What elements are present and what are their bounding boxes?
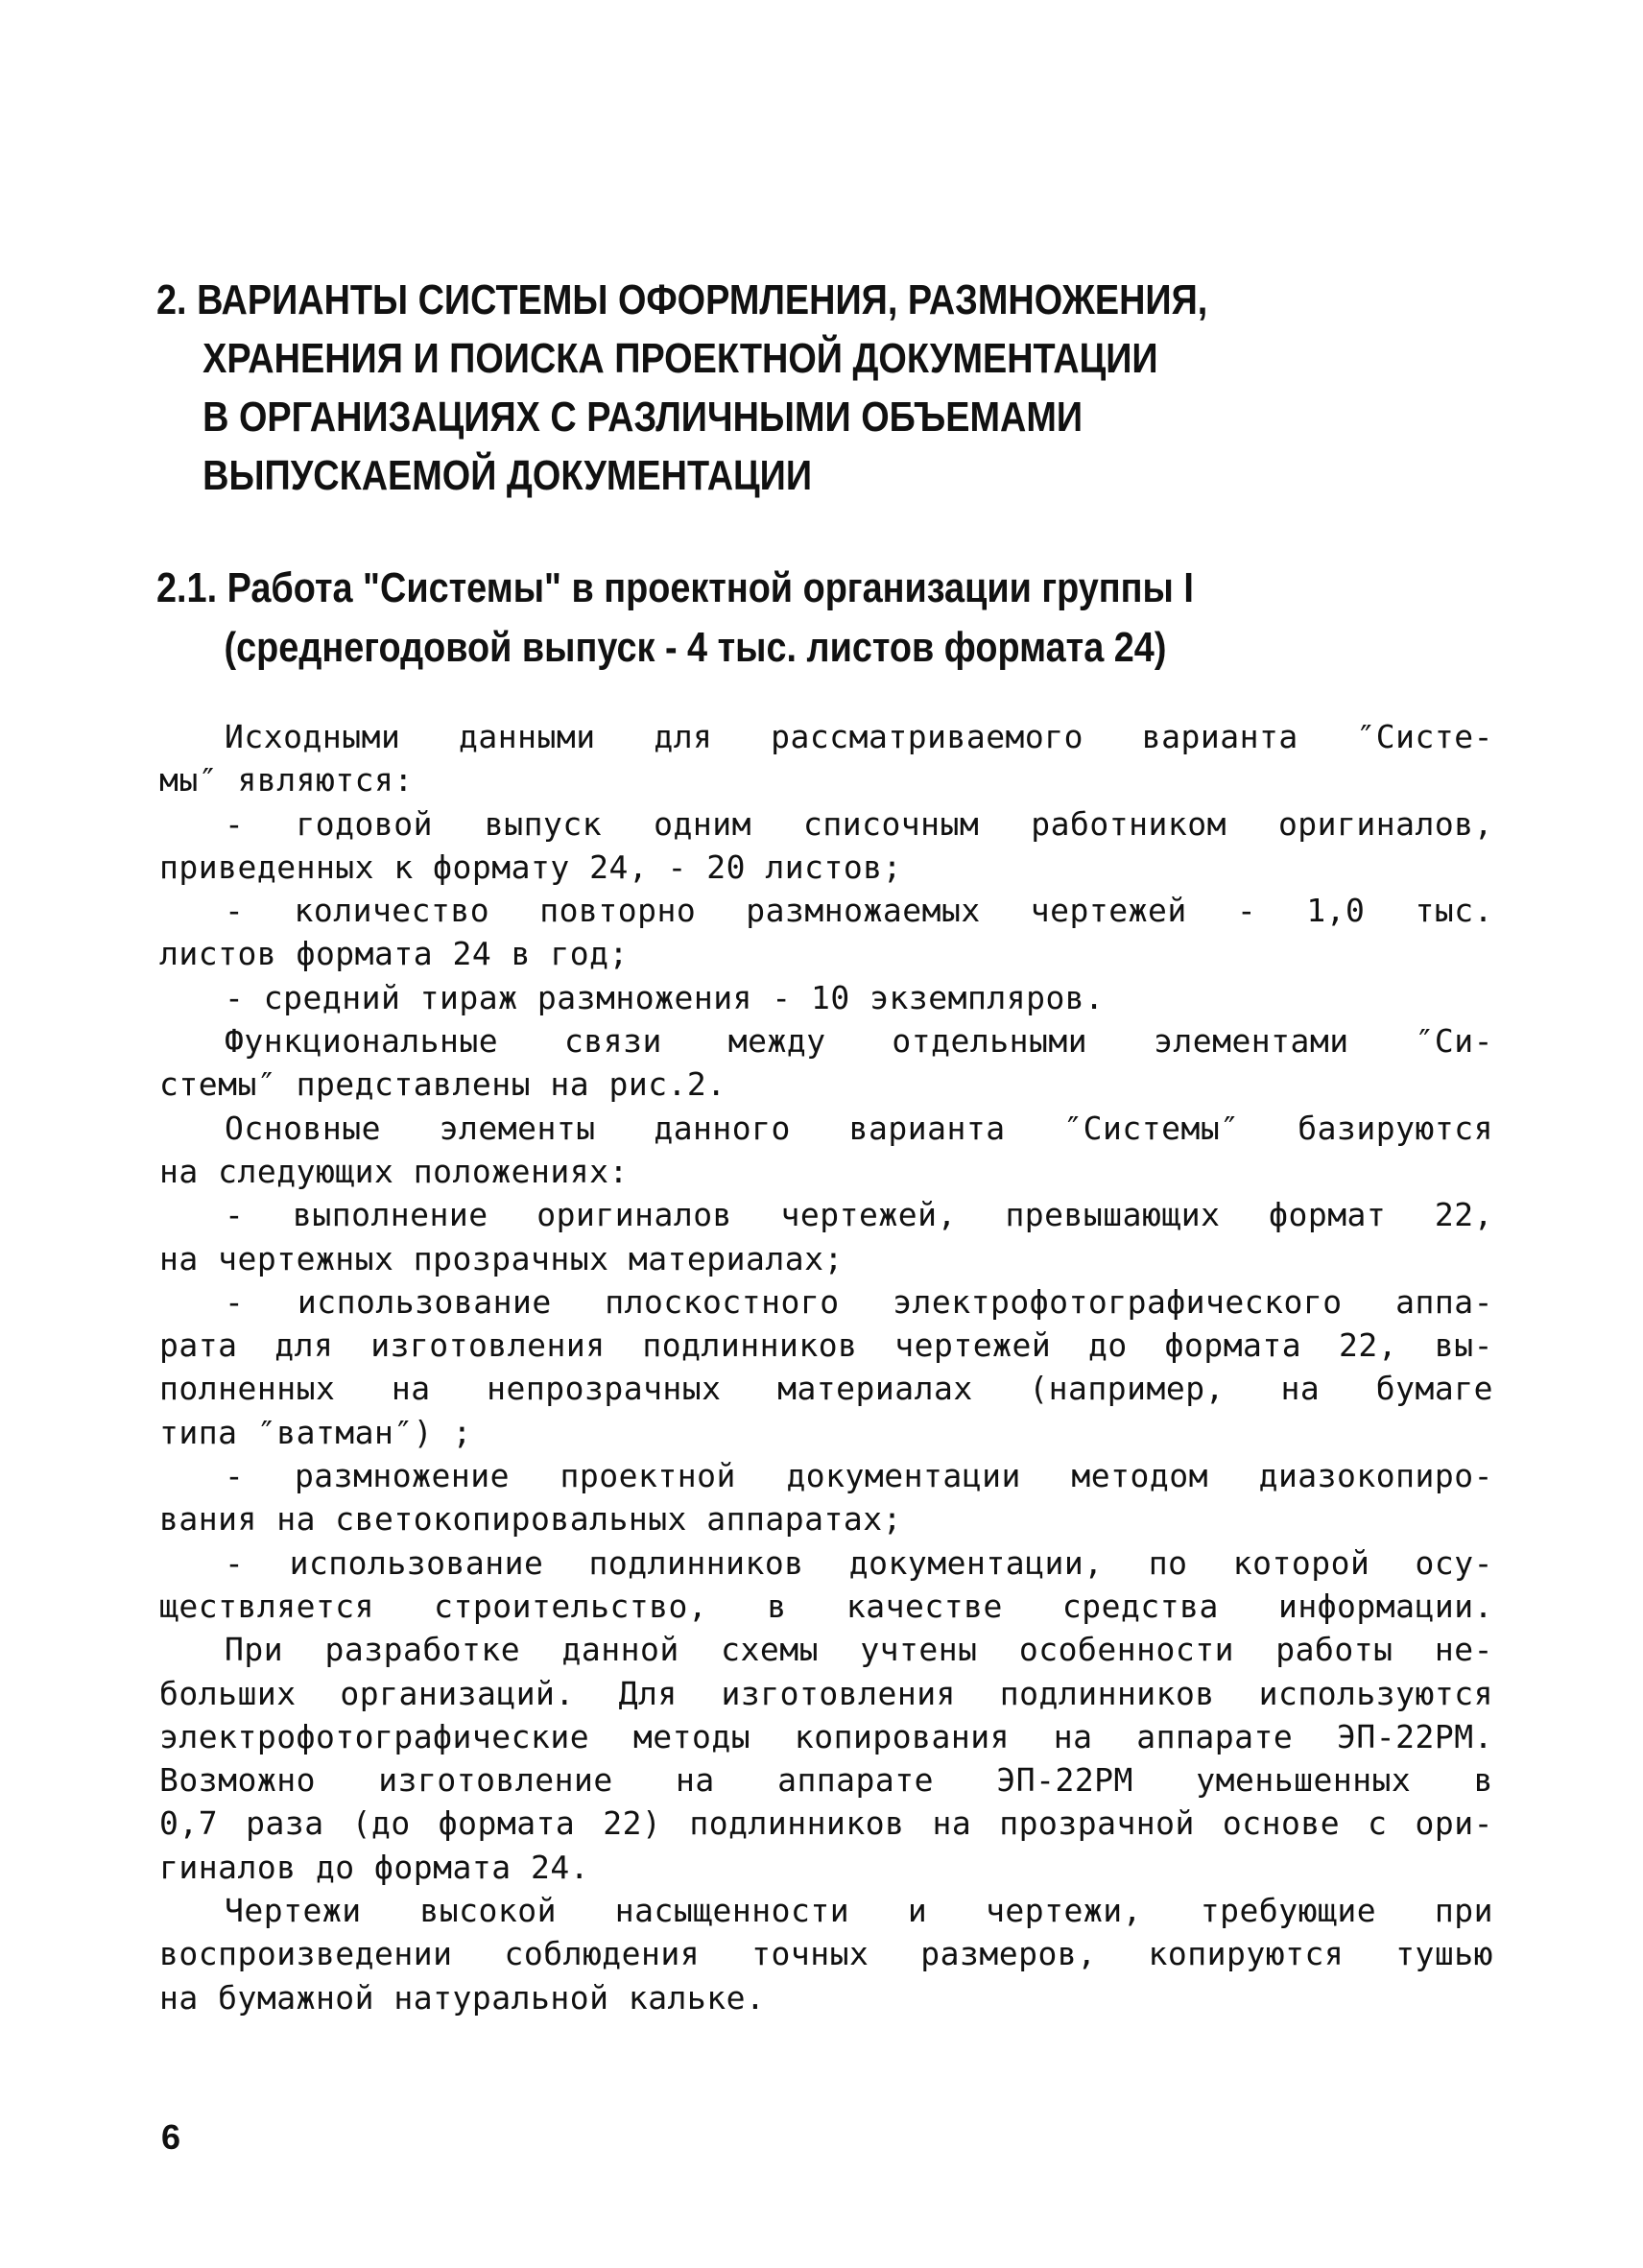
page-number: 6 bbox=[161, 2117, 181, 2157]
body-line: стемы″ представлены на рис.2. bbox=[159, 1065, 726, 1104]
body-line: листов формата 24 в год; bbox=[159, 935, 629, 973]
body-line: мы″ являются: bbox=[159, 761, 414, 800]
body-line: на бумажной натуральной кальке. bbox=[159, 1978, 766, 2017]
body-line: Функциональные связи между отдельными элементами ″Си- bbox=[225, 1022, 1493, 1061]
body-line: - использование плоскостного электрофотографического аппа- bbox=[225, 1282, 1493, 1321]
body-line: воспроизведении соблюдения точных размеров, копируются тушью bbox=[159, 1935, 1493, 1973]
section-heading bbox=[156, 271, 1312, 505]
body-line: Возможно изготовление на аппарате ЭП-22РМ уменьшенных в bbox=[159, 1761, 1493, 1800]
subsection-heading-line: 2.1. Работа "Системы" в проектной организации группы I bbox=[156, 564, 1194, 611]
body-text bbox=[159, 715, 1493, 2019]
body-line: на следующих положениях: bbox=[159, 1152, 629, 1190]
body-line: приведенных к формату 24, - 20 листов; bbox=[159, 848, 902, 886]
body-line: больших организаций. Для изготовления подлинников используются bbox=[159, 1674, 1493, 1712]
section-heading-line: ВЫПУСКАЕМОЙ ДОКУМЕНТАЦИИ bbox=[202, 452, 813, 499]
body-line: гиналов до формата 24. bbox=[159, 1848, 590, 1886]
body-line: - количество повторно размножаемых чертежей - 1,0 тыс. bbox=[225, 892, 1493, 930]
body-line: электрофотографические методы копирования на аппарате ЭП-22РМ. bbox=[159, 1717, 1493, 1755]
section-heading-line: 2. ВАРИАНТЫ СИСТЕМЫ ОФОРМЛЕНИЯ, РАЗМНОЖЕНИЯ, bbox=[156, 276, 1208, 323]
body-line: Основные элементы данного варианта ″Системы″ базируются bbox=[225, 1109, 1493, 1147]
body-line: Чертежи высокой насыщенности и чертежи, требующие при bbox=[225, 1892, 1493, 1930]
subsection-heading bbox=[156, 559, 1312, 678]
body-line: - выполнение оригиналов чертежей, превышающих формат 22, bbox=[225, 1196, 1493, 1234]
body-line: ществляется строительство, в качестве средства информации. bbox=[159, 1587, 1493, 1625]
body-line: 0,7 раза (до формата 22) подлинников на прозрачной основе с ори- bbox=[159, 1804, 1493, 1843]
body-line: Исходными данными для рассматриваемого варианта ″Систе- bbox=[225, 718, 1493, 755]
body-line: полненных на непрозрачных материалах (например, на бумаге bbox=[159, 1370, 1493, 1408]
body-line: рата для изготовления подлинников чертежей до формата 22, вы- bbox=[159, 1326, 1493, 1365]
body-line: на чертежных прозрачных материалах; bbox=[159, 1239, 844, 1277]
body-line: типа ″ватман″) ; bbox=[159, 1413, 472, 1451]
body-line: - годовой выпуск одним списочным работником оригиналов, bbox=[225, 804, 1493, 843]
subsection-heading-line: (среднегодовой выпуск - 4 тыс. листов формата 24) bbox=[224, 624, 1167, 671]
section-heading-line: В ОРГАНИЗАЦИЯХ С РАЗЛИЧНЫМИ ОБЪЕМАМИ bbox=[202, 394, 1083, 441]
section-heading-line: ХРАНЕНИЯ И ПОИСКА ПРОЕКТНОЙ ДОКУМЕНТАЦИИ bbox=[202, 335, 1158, 382]
body-line: - размножение проектной документации методом диазокопиро- bbox=[225, 1457, 1493, 1495]
body-line: - средний тираж размножения - 10 экземпляров. bbox=[225, 978, 1105, 1016]
body-line: - использование подлинников документации, по которой осу- bbox=[225, 1543, 1493, 1582]
body-line: При разработке данной схемы учтены особенности работы не- bbox=[225, 1631, 1493, 1669]
body-line: вания на светокопировальных аппаратах; bbox=[159, 1500, 902, 1539]
